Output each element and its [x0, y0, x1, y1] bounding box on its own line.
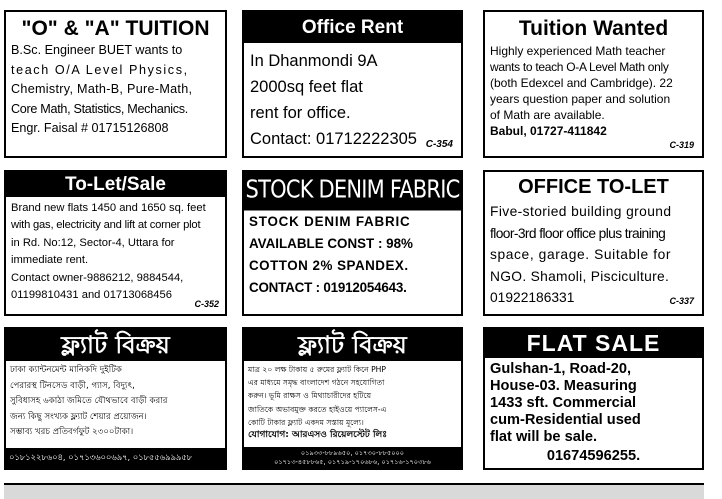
ad-line: in Rd. No:12, Sector-4, Uttara for — [11, 236, 175, 249]
ad-line: Contact: 01712222305 — [250, 130, 417, 148]
ad-phones-line: ০১৯৩৩-৮৮৯৬৫০, ০১৭৩০-৮৮৫০০০ — [300, 449, 405, 457]
ad-line: STOCK DENIM FABRIC — [249, 214, 411, 229]
ad-line: space, garage. Suitable for — [490, 247, 672, 262]
ad-line: AVAILABLE CONST : 98% — [249, 236, 413, 251]
ad-office-rent-body — [244, 43, 461, 152]
ad-stock-denim-fabric — [242, 170, 463, 316]
ad-office-rent-title: Office Rent — [244, 12, 461, 43]
ad-line: জাতিকে অভাবমুক্ত করতে হাইওয়ে প্যালেস-এ — [248, 404, 387, 414]
ad-line: immediate rent. — [11, 254, 89, 267]
ad-flat-bikroy-middle — [242, 327, 463, 470]
ad-line: 1433 sft. Commercial — [490, 395, 637, 411]
ad-stock-denim-title: STOCK DENIM FABRIC — [244, 170, 461, 211]
ad-code: C-319 — [669, 140, 694, 150]
ad-contact: যোগাযোগ: আরএসও রিয়েলস্টেট লিঃ — [248, 430, 388, 441]
ad-flat-sale-body — [485, 358, 702, 465]
ad-tuition-wanted — [483, 10, 704, 158]
ad-line: ঢাকা ক্যান্টনমেন্ট মানিকদি দুইটিক — [10, 365, 122, 375]
ad-line: In Dhanmondi 9A — [250, 52, 378, 70]
ad-line: সুবিধাসহ ৬কাঠা জমিতে যৌথভাবে বাড়ী করার — [10, 396, 168, 406]
ad-office-to-let-body — [490, 201, 697, 309]
ad-code: C-337 — [669, 296, 694, 306]
ad-stock-denim-body — [244, 207, 461, 299]
ad-flat-sale — [483, 327, 704, 470]
ad-line: মাত্র ২০ লক্ষ টাকায় ৫ রুমের ফ্ল্যাট কিনে PHP — [248, 365, 386, 374]
ad-line: এর মাধ্যমে সমৃদ্ধ বাংলাদেশ গঠনে সহযোগিতা — [248, 378, 385, 388]
ad-phone: 01674596255. — [546, 448, 641, 464]
ad-line: flat will be sale. — [490, 429, 598, 445]
ad-office-rent — [242, 10, 463, 158]
ad-line: NGO. Shamoli, Pisciculture. — [490, 268, 670, 284]
ad-code: C-352 — [194, 299, 219, 309]
ad-o-a-tuition-body — [11, 41, 220, 139]
ad-line: with gas, electricity and lift at corner plot — [11, 219, 201, 232]
ad-line: Contact owner-9886212, 9884544, — [11, 271, 184, 284]
ad-line: rent for office. — [250, 104, 351, 122]
ad-flat-bikroy-middle-title: ফ্ল্যাট বিক্রয় — [244, 329, 461, 361]
ad-line: কোটি টাকার ফ্ল্যাট একদম সস্তায় মূল্যে। — [248, 417, 364, 427]
ad-line: 01199810431 and 01713068456 — [11, 289, 172, 302]
ad-code: C-354 — [425, 139, 453, 150]
ad-line: 2000sq feet flat — [250, 78, 363, 96]
next-row-strip — [4, 483, 704, 499]
ad-contact: Babul, 01727-411842 — [490, 124, 607, 138]
ad-line: করুন। ভূমি রাক্ষস ও মিথ্যাচারীদের হটিয়ে — [248, 391, 372, 401]
ad-flat-bikroy-middle-body — [244, 361, 461, 442]
ad-to-let-sale — [4, 170, 227, 316]
ad-line: COTTON 2% SPANDEX. — [249, 258, 409, 273]
ad-line: (both Edexcel and Cambridge). 22 — [490, 76, 673, 90]
ad-phone: 01922186331 — [490, 290, 575, 305]
ad-o-a-tuition-title: "O" & "A" TUITION — [21, 17, 210, 40]
ad-office-to-let-title: OFFICE TO-LET — [518, 176, 669, 198]
ad-flat-bikroy-left-title: ফ্ল্যাট বিক্রয় — [6, 329, 225, 361]
ad-flat-bikroy-middle-phones — [244, 447, 461, 468]
ad-flat-sale-title: FLAT SALE — [485, 329, 702, 358]
ad-line: wants to teach O-A Level Math only — [490, 60, 669, 74]
ad-line: পেরারস্থ টিনসেড বাড়ী, গ্যাস, বিদ্যুৎ, — [10, 380, 135, 391]
ad-line: Engr. Faisal # 01715126808 — [11, 121, 169, 136]
ad-line: Five-storied building ground — [490, 204, 672, 219]
ad-to-let-sale-body — [6, 197, 225, 304]
ad-flat-bikroy-left-phones: ০১৮১২২৮৬০৪, ০১৭১৩৬০০৬৯৭, ০১৮৫৫৬৯৯৯৫৮ — [6, 448, 225, 468]
ad-flat-bikroy-left-body — [6, 361, 225, 441]
ad-line: সম্ভাব্য খরচ প্রতিবর্গফুট ২৩০০টাকা। — [10, 427, 134, 437]
ad-line: cum-Residential used — [490, 412, 641, 428]
ad-line: Gulshan-1, Road-20, — [490, 361, 632, 377]
ad-line: Core Math, Statistics, Mechanics. — [11, 101, 188, 116]
ad-flat-bikroy-left — [4, 327, 227, 470]
ad-line: teach O/A Level Physics, — [11, 62, 189, 77]
ad-o-a-tuition — [4, 10, 227, 158]
ad-office-to-let — [483, 170, 704, 316]
ad-phones-line: ০১৭১৩-৪৫৮৮৬৫, ০১৭১৯-১৭০৬৮৬, ০১৭১৬-১৭০৩৮৬ — [274, 457, 431, 466]
ad-line: years question paper and solution — [490, 92, 671, 106]
ad-line: CONTACT : 01912054643. — [249, 280, 407, 295]
ad-line: Chemistry, Math-B, Pure-Math, — [11, 82, 193, 97]
ad-line: জন্য কিছু সংখ্যক ফ্ল্যাট শেয়ার প্রয়োজন। — [10, 411, 147, 422]
ad-line: House-03. Measuring — [490, 378, 637, 394]
ad-line: B.Sc. Engineer BUET wants to — [11, 43, 183, 57]
ad-tuition-wanted-body — [490, 43, 697, 139]
ad-to-let-sale-title: To-Let/Sale — [6, 172, 225, 197]
ad-line: Highly experienced Math teacher — [490, 44, 666, 58]
ad-line: Brand new flats 1450 and 1650 sq. feet — [11, 202, 206, 214]
ad-line: of Math are available. — [490, 108, 605, 122]
ad-line: floor-3rd floor office plus training — [490, 225, 666, 241]
ad-tuition-wanted-title: Tuition Wanted — [518, 17, 669, 40]
